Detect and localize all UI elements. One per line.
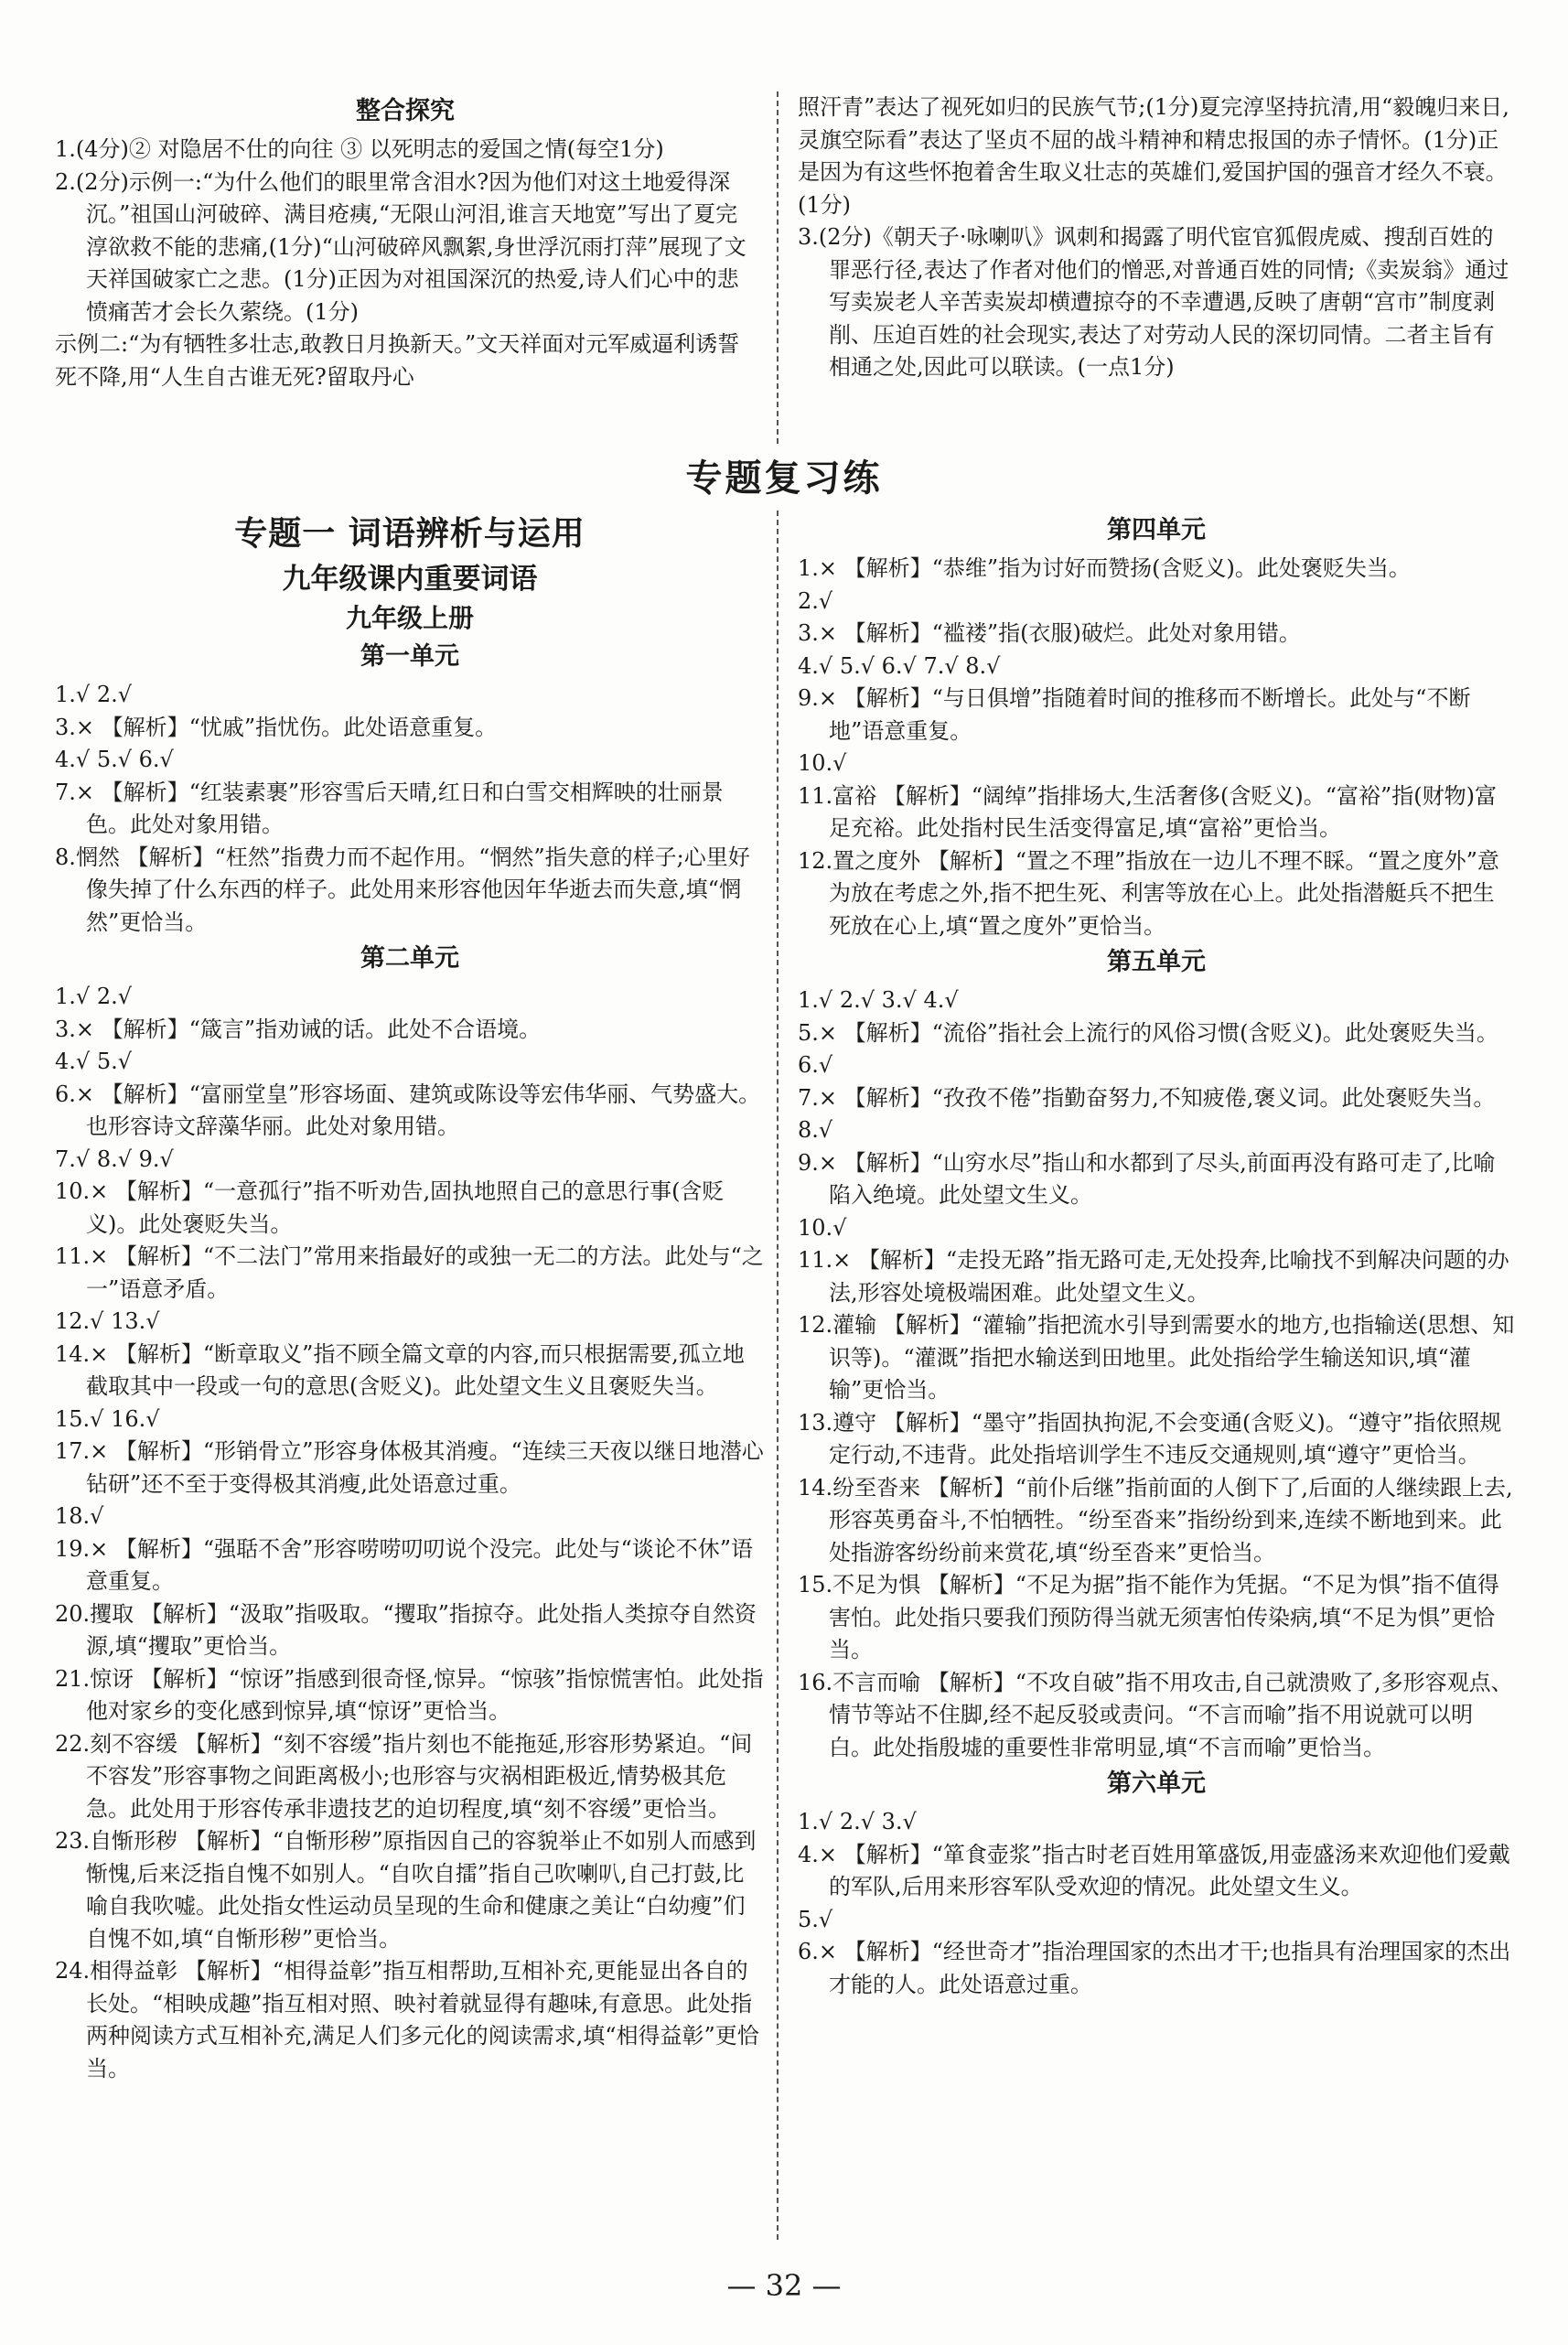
list-item: 18.√ [55, 1503, 104, 1529]
answer-item: 3.(2分)《朝天子·咏喇叭》讽刺和揭露了明代宦官狐假虎威、搜刮百姓的罪恶行径,表达了作者对他们的憎恶,对普通百姓的同情;《卖炭翁》通过写卖炭老人辛苦卖炭却横遭掠夺的不幸遭遇,反映了唐朝“宫市”制度剥削、压迫百姓的社会现实,表达了对劳动人民的深切同情。二者主旨有相通之处,因此可以联读。(一点1分) [798, 224, 1509, 380]
list-item: 19.× 【解析】“强聒不舍”形容唠唠叨叨说个没完。此处与“谈论不休”语意重复。 [55, 1535, 753, 1594]
list-item: 17.× 【解析】“形销骨立”形容身体极其消瘦。“连续三天夜以继日地潜心钻研”还不至于变得极其消瘦,此处语意过重。 [55, 1438, 764, 1497]
list-item: 20.攫取 【解析】“汲取”指吸取。“攫取”指掠夺。此处指人类掠夺自然资源,填“攫取”更恰当。 [55, 1600, 757, 1659]
list-item: 23.自惭形秽 【解析】“自惭形秽”原指因自己的容貌举止不如别人而感到惭愧,后来泛指自愧不如别人。“自吹自擂”指自己吹喇叭,自己打鼓,比喻自我吹嘘。此处指女性运动员呈现的生命和健康之美让“白幼瘦”们自愧不如,填“自惭形秽”更恰当。 [55, 1828, 757, 1952]
unit-4-list [798, 553, 1515, 942]
answer-item: 照汗青”表达了视死如归的民族气节;(1分)夏完淳坚持抗清,用“毅魄归来日,灵旗空际看”表达了坚贞不屈的战斗精神和精忠报国的赤子情怀。(1分)正是因为有这些怀抱着舍生取义壮志的英雄们,爱国护国的强音才经久不衰。(1分) [798, 94, 1509, 218]
integration-heading: 整合探究 [356, 97, 455, 125]
list-item: 10.× 【解析】“一意孤行”指不听劝告,固执地照自己的意思行事(含贬义)。此处褒贬失当。 [55, 1178, 725, 1237]
list-item: 16.不言而喻 【解析】“不攻自破”指不用攻击,自己就溃败了,多形容观点、情节等站不住脚,经不起反驳或责问。“不言而喻”指不用说就可以明白。此处指殷墟的重要性非常明显,填“不言而喻”更恰当。 [798, 1669, 1513, 1760]
list-item: 1.√ 2.√ [55, 984, 133, 1009]
list-item: 12.置之度外 【解析】“置之不理”指放在一边儿不理不睬。“置之度外”意为放在考虑之外,指不把生死、利害等放在心上。此处指潜艇兵不把生死放在心上,填“置之度外”更恰当。 [798, 847, 1499, 939]
list-item: 6.× 【解析】“富丽堂皇”形容场面、建筑或陈设等宏伟华丽、气势盛大。也形容诗文辞藻华丽。此处对象用错。 [55, 1081, 761, 1139]
list-item: 11.富裕 【解析】“阔绰”指排场大,生活奢侈(含贬义)。“富裕”指(财物)富足充裕。此处指村民生活变得富足,填“富裕”更恰当。 [798, 782, 1497, 841]
book-title: 九年级上册 [345, 603, 474, 633]
column-divider [777, 511, 779, 2240]
answer-item: 2.(2分)示例一:“为什么他们的眼里常含泪水?因为他们对这土地爱得深沉。”祖国山河破碎、满目疮痍,“无限山河泪,谁言天地宽”写出了夏完淳欲救不能的悲痛,(1分)“山河破碎风飘絮,身世浮沉雨打萍”展现了文天祥国破家亡之悲。(1分)正因为对祖国深沉的热爱,诗人们心中的悲愤痛苦才会长久萦绕。(1分) [55, 168, 746, 325]
list-item: 8.惘然 【解析】“枉然”指费力而不起作用。“惘然”指失意的样子;心里好像失掉了什么东西的样子。此处用来形容他因年华逝去而失意,填“惘然”更恰当。 [55, 844, 750, 935]
list-item: 7.× 【解析】“红装素裹”形容雪后天晴,红日和白雪交相辉映的壮丽景色。此处对象用错。 [55, 779, 724, 837]
list-item: 4.√ 5.√ 6.√ 7.√ 8.√ [798, 652, 1001, 679]
unit-2-list [55, 981, 765, 2085]
list-item: 14.纷至沓来 【解析】“前仆后继”指前面的人倒下了,后面的人继续跟上去,形容英勇奋斗,不怕牺牲。“纷至沓来”指纷纷到来,连续不断地到来。此处指游客纷纷前来赏花,填“纷至沓来”更恰当。 [798, 1474, 1513, 1565]
list-item: 9.× 【解析】“山穷水尽”指山和水都到了尽头,前面再没有路可走了,比喻陷入绝境。此处望文生义。 [798, 1149, 1496, 1208]
answer-item: 1.(4分)② 对隐居不仕的向往 ③ 以死明志的爱国之情(每空1分) [55, 136, 664, 162]
list-item: 7.× 【解析】“孜孜不倦”指勤奋努力,不知疲倦,褒义词。此处褒贬失当。 [798, 1084, 1496, 1111]
unit-1-list [55, 679, 765, 939]
list-item: 4.√ 5.√ 6.√ [55, 747, 174, 772]
list-item: 11.× 【解析】“不二法门”常用来指最好的或独一无二的方法。此处与“之一”语意矛盾。 [55, 1243, 764, 1302]
list-item: 1.× 【解析】“恭维”指为讨好而赞扬(含贬义)。此处褒贬失当。 [798, 555, 1411, 581]
list-item: 3.× 【解析】“箴言”指劝诫的话。此处不合语境。 [55, 1016, 542, 1042]
unit-6-list [798, 1806, 1515, 2001]
list-item: 6.√ [798, 1052, 833, 1078]
integration-right-column [798, 91, 1515, 384]
unit-title: 第五单元 [1107, 948, 1206, 976]
list-item: 10.√ [798, 1214, 847, 1241]
list-item: 13.遵守 【解析】“墨守”指固执拘泥,不会变通(含贬义)。“遵守”指依照规定行动,不违背。此处指培训学生不违反交通规则,填“遵守”更恰当。 [798, 1409, 1502, 1468]
column-divider [777, 91, 779, 444]
page-number: — 32 — [726, 2268, 842, 2303]
list-item: 14.× 【解析】“断章取义”指不顾全篇文章的内容,而只根据需要,孤立地截取其中一段或一句的意思(含贬义)。此处望文生义且褒贬失当。 [55, 1340, 745, 1399]
unit-title: 第六单元 [1107, 1770, 1206, 1798]
list-item: 10.√ [798, 750, 847, 776]
list-item: 5.× 【解析】“流俗”指社会上流行的风俗习惯(含贬义)。此处褒贬失当。 [798, 1019, 1498, 1046]
integration-left-column [55, 91, 756, 393]
list-item: 7.√ 8.√ 9.√ [55, 1146, 174, 1172]
list-item: 24.相得益彰 【解析】“相得益彰”指互相帮助,互相补充,更能显出各自的长处。“相映成趣”指互相对照、映衬着就显得有趣味,有意思。此处指两种阅读方式互相补充,满足人们多元化的阅读需求,填“相得益彰”更恰当。 [55, 1958, 759, 2081]
unit-title: 第一单元 [360, 642, 459, 671]
list-item: 15.不足为惧 【解析】“不足为据”指不能作为凭据。“不足为惧”指不值得害怕。此处指只要我们预防得当就无须害怕传染病,填“不足为惧”更恰当。 [798, 1572, 1499, 1662]
list-item: 1.√ 2.√ 3.√ 4.√ [798, 987, 959, 1013]
list-item: 22.刻不容缓 【解析】“刻不容缓”指片刻也不能拖延,形容形势紧迫。“间不容发”形容事物之间距离极小;也形容与灾祸相距极近,情势极其危急。此处用于形容传承非遗技艺的迫切程度,填“刻不容缓”更恰当。 [55, 1730, 753, 1822]
right-column [798, 511, 1515, 2001]
list-item: 12.√ 13.√ [55, 1308, 160, 1334]
main-title: 专题复习练 [685, 457, 883, 500]
list-item: 3.× 【解析】“忧戚”指忧伤。此处语意重复。 [55, 714, 498, 740]
list-item: 21.惊讶 【解析】“惊讶”指感到很奇怪,惊异。“惊骇”指惊慌害怕。此处指他对家乡的变化感到惊异,填“惊讶”更恰当。 [55, 1665, 764, 1724]
list-item: 4.× 【解析】“箪食壶浆”指古时老百姓用箪盛饭,用壶盛汤来欢迎他们爱戴的军队,后用来形容军队受欢迎的情况。此处望文生义。 [798, 1841, 1510, 1899]
unit-title: 第二单元 [360, 944, 459, 973]
list-item: 8.√ [798, 1117, 833, 1143]
list-item: 12.灌输 【解析】“灌输”指把流水引导到需要水的地方,也指输送(思想、知识等)。“灌溉”指把水输送到田地里。此处指给学生输送知识,填“灌输”更恰当。 [798, 1312, 1515, 1403]
topic-title: 专题一 词语辨析与运用 [234, 515, 585, 553]
list-item: 5.√ [798, 1906, 833, 1932]
list-item: 1.√ 2.√ [55, 682, 133, 707]
list-item: 15.√ 16.√ [55, 1405, 160, 1432]
answer-example-two: 示例二:“为有牺牲多壮志,敢教日月换新天。”文天祥面对元军威逼利诱誓死不降,用“人生自古谁无死?留取丹心 [55, 331, 740, 390]
list-item: 1.√ 2.√ 3.√ [798, 1809, 917, 1834]
list-item: 11.× 【解析】“走投无路”指无路可走,无处投奔,比喻找不到解决问题的办法,形容处境极端困难。此处望文生义。 [798, 1247, 1509, 1306]
subtitle: 九年级课内重要词语 [282, 563, 538, 596]
list-item: 4.√ 5.√ [55, 1049, 133, 1074]
list-item: 3.× 【解析】“褴褛”指(衣服)破烂。此处对象用错。 [798, 620, 1301, 646]
unit-5-list [798, 984, 1515, 1764]
list-item: 2.√ [798, 587, 833, 614]
list-item: 9.× 【解析】“与日俱增”指随着时间的推移而不断增长。此处与“不断地”语意重复。 [798, 685, 1471, 744]
list-item: 6.× 【解析】“经世奇才”指治理国家的杰出才干;也指具有治理国家的杰出才能的人。此处语意过重。 [798, 1939, 1511, 1997]
left-column [55, 511, 765, 2085]
unit-title: 第四单元 [1107, 516, 1206, 544]
